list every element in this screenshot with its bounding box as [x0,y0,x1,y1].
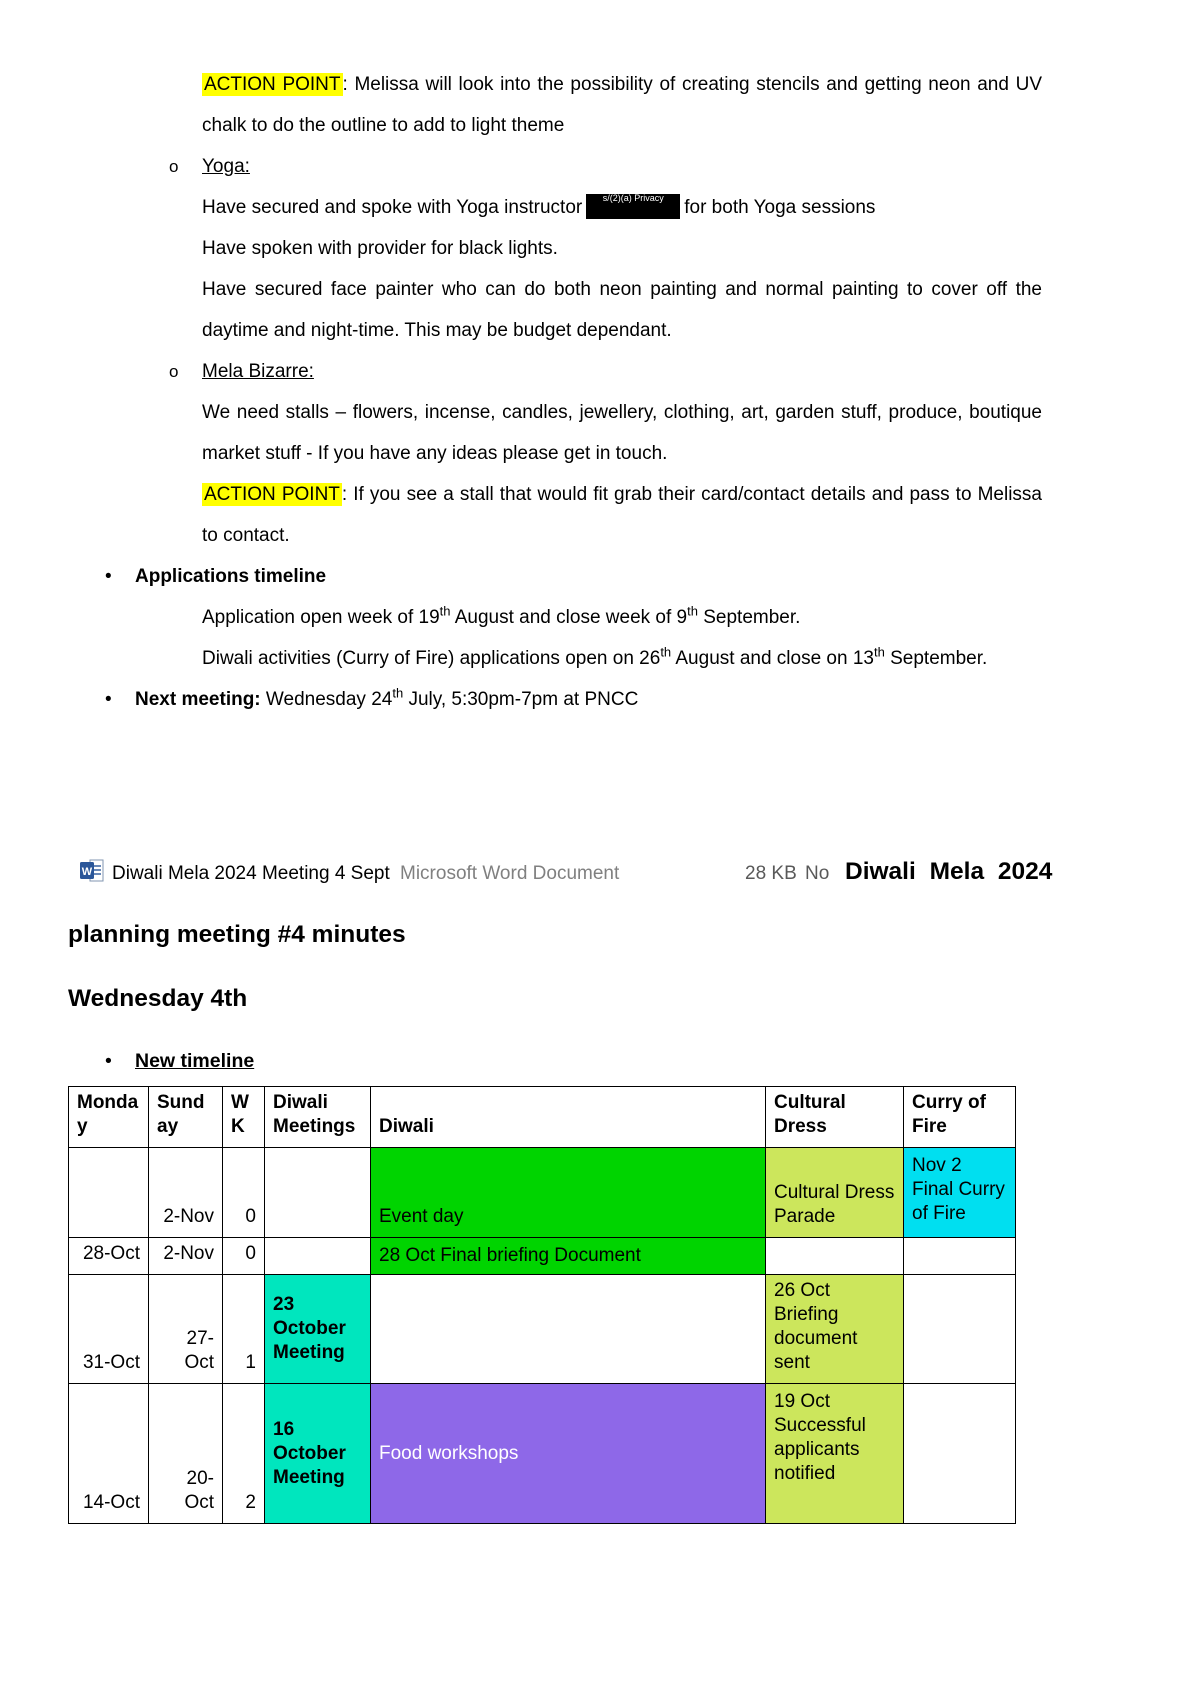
action-point-paragraph-2 [202,474,1042,556]
cell-sunday: 27-Oct [149,1275,223,1384]
action-point-text: : Melissa will look into the possibility of creating stencils and getting neon and UV chalk to do the outline to add to light theme [202,74,1042,136]
ordinal-suffix: th [873,644,885,660]
cell-curry: Nov 2 Final Curry of Fire [904,1148,1016,1238]
ordinal-suffix: th [660,644,672,660]
applications-line-2-b: August and close on 13 [671,648,874,669]
next-meeting-label: Next meeting: [135,689,261,710]
cell-cultural: Cultural Dress Parade [766,1148,904,1238]
cell-cultural: 26 Oct Briefing document sent [766,1275,904,1384]
bullet-icon: • [105,566,112,587]
ordinal-suffix: th [687,603,698,619]
attachment-filename: Diwali Mela 2024 Meeting 4 Sept [112,863,390,884]
cell-diwali: Event day [371,1148,766,1238]
yoga-line-3: Have secured face painter who can do both neon painting and normal painting to cover off the daytime and night-time. This may be budget dependant. [202,279,1042,341]
redaction-label: s/(2)(a) Privacy [602,193,664,203]
cell-cultural: 19 Oct Successful applicants notified [766,1384,904,1524]
header-curry-of-fire: Curry of Fire [904,1087,1016,1148]
cell-meetings [265,1238,371,1275]
bullet-icon: • [105,689,112,710]
applications-line-2-a: Diwali activities (Curry of Fire) applications open on 26 [202,648,661,669]
header-monday: Monday [69,1087,149,1148]
applications-line-1-b: August and close week of 9 [450,607,688,628]
cell-monday: 31-Oct [69,1275,149,1384]
cell-curry [904,1384,1016,1524]
attachment-file-type: Microsoft Word Document [400,863,620,884]
file-attachment-row[interactable] [80,858,1053,890]
header-diwali-meetings: Diwali Meetings [265,1087,371,1148]
cell-curry [904,1275,1016,1384]
cell-meetings [265,1148,371,1238]
svg-text:W: W [81,866,93,878]
action-point-highlight: ACTION POINT [204,484,340,505]
next-meeting-row [105,679,1042,720]
date-heading: Wednesday 4th [68,985,248,1012]
ordinal-suffix: th [439,603,451,619]
bullet-icon: • [105,1050,112,1072]
cell-sunday: 20-Oct [149,1384,223,1524]
applications-line-2 [202,638,1042,679]
applications-line-2-c: September. [884,648,988,669]
cell-wk: 1 [223,1275,265,1384]
cell-wk: 0 [223,1238,265,1275]
attachment-flag: No [805,863,830,884]
cell-meetings: 16 October Meeting [265,1384,371,1524]
yoga-line-1-pre: Have secured and spoke with Yoga instructor [202,197,583,218]
table-row [69,1238,1016,1275]
redaction-box [586,194,680,219]
cell-monday: 28-Oct [69,1238,149,1275]
mela-line-1: We need stalls – flowers, incense, candles, jewellery, clothing, art, garden stuff, produce, boutique market stuff - If you have any ideas please get in touch. [202,402,1042,464]
cell-monday [69,1148,149,1238]
yoga-line-1 [202,187,1042,228]
table-row [69,1148,1016,1238]
table-row [69,1384,1016,1524]
cell-cultural [766,1238,904,1275]
new-timeline-row [105,1044,1042,1078]
yoga-line-1-post: for both Yoga sessions [684,197,876,218]
cell-curry [904,1238,1016,1275]
cell-monday: 14-Oct [69,1384,149,1524]
timeline-table [68,1086,1016,1524]
mela-heading: Mela Bizarre: [202,361,314,382]
yoga-heading: Yoga: [202,156,250,177]
header-sunday: Sunday [149,1087,223,1148]
applications-heading: Applications timeline [135,566,327,587]
cell-diwali: Food workshops [371,1384,766,1524]
yoga-heading-row [169,146,1042,187]
table-header-row [69,1087,1016,1148]
table-row [69,1275,1016,1384]
sub-bullet-icon: o [169,157,179,176]
sub-bullet-icon: o [169,362,179,381]
minutes-section [68,64,1042,720]
header-cultural-dress: Cultural Dress [766,1087,904,1148]
attachment-file-size: 28 KB [745,863,797,884]
action-point-paragraph-1 [202,64,1042,146]
yoga-line-2: Have spoken with provider for black lights. [202,238,558,259]
header-diwali: Diwali [371,1087,766,1148]
header-wk: WK [223,1087,265,1148]
next-meeting-text-b: July, 5:30pm-7pm at PNCC [403,689,639,710]
applications-line-1-a: Application open week of 19 [202,607,440,628]
applications-line-1 [202,597,1042,638]
word-file-icon [80,858,106,890]
document-title-part-2: planning meeting #4 minutes [68,921,406,948]
cell-sunday: 2-Nov [149,1238,223,1275]
mela-heading-row [169,351,1042,392]
cell-diwali [371,1275,766,1384]
cell-sunday: 2-Nov [149,1148,223,1238]
cell-meetings: 23 October Meeting [265,1275,371,1384]
action-point-highlight: ACTION POINT [204,74,341,95]
cell-wk: 0 [223,1148,265,1238]
new-timeline-heading: New timeline [135,1050,255,1072]
document-title-part-1: Diwali Mela 2024 [845,858,1053,885]
cell-diwali: 28 Oct Final briefing Document [371,1238,766,1275]
cell-wk: 2 [223,1384,265,1524]
ordinal-suffix: th [392,685,404,701]
action-point-text: : If you see a stall that would fit grab their card/contact details and pass to Melissa to contact. [202,484,1042,546]
applications-heading-row [105,556,1042,597]
applications-line-1-c: September. [697,607,801,628]
next-meeting-text-a: Wednesday 24 [260,689,393,710]
